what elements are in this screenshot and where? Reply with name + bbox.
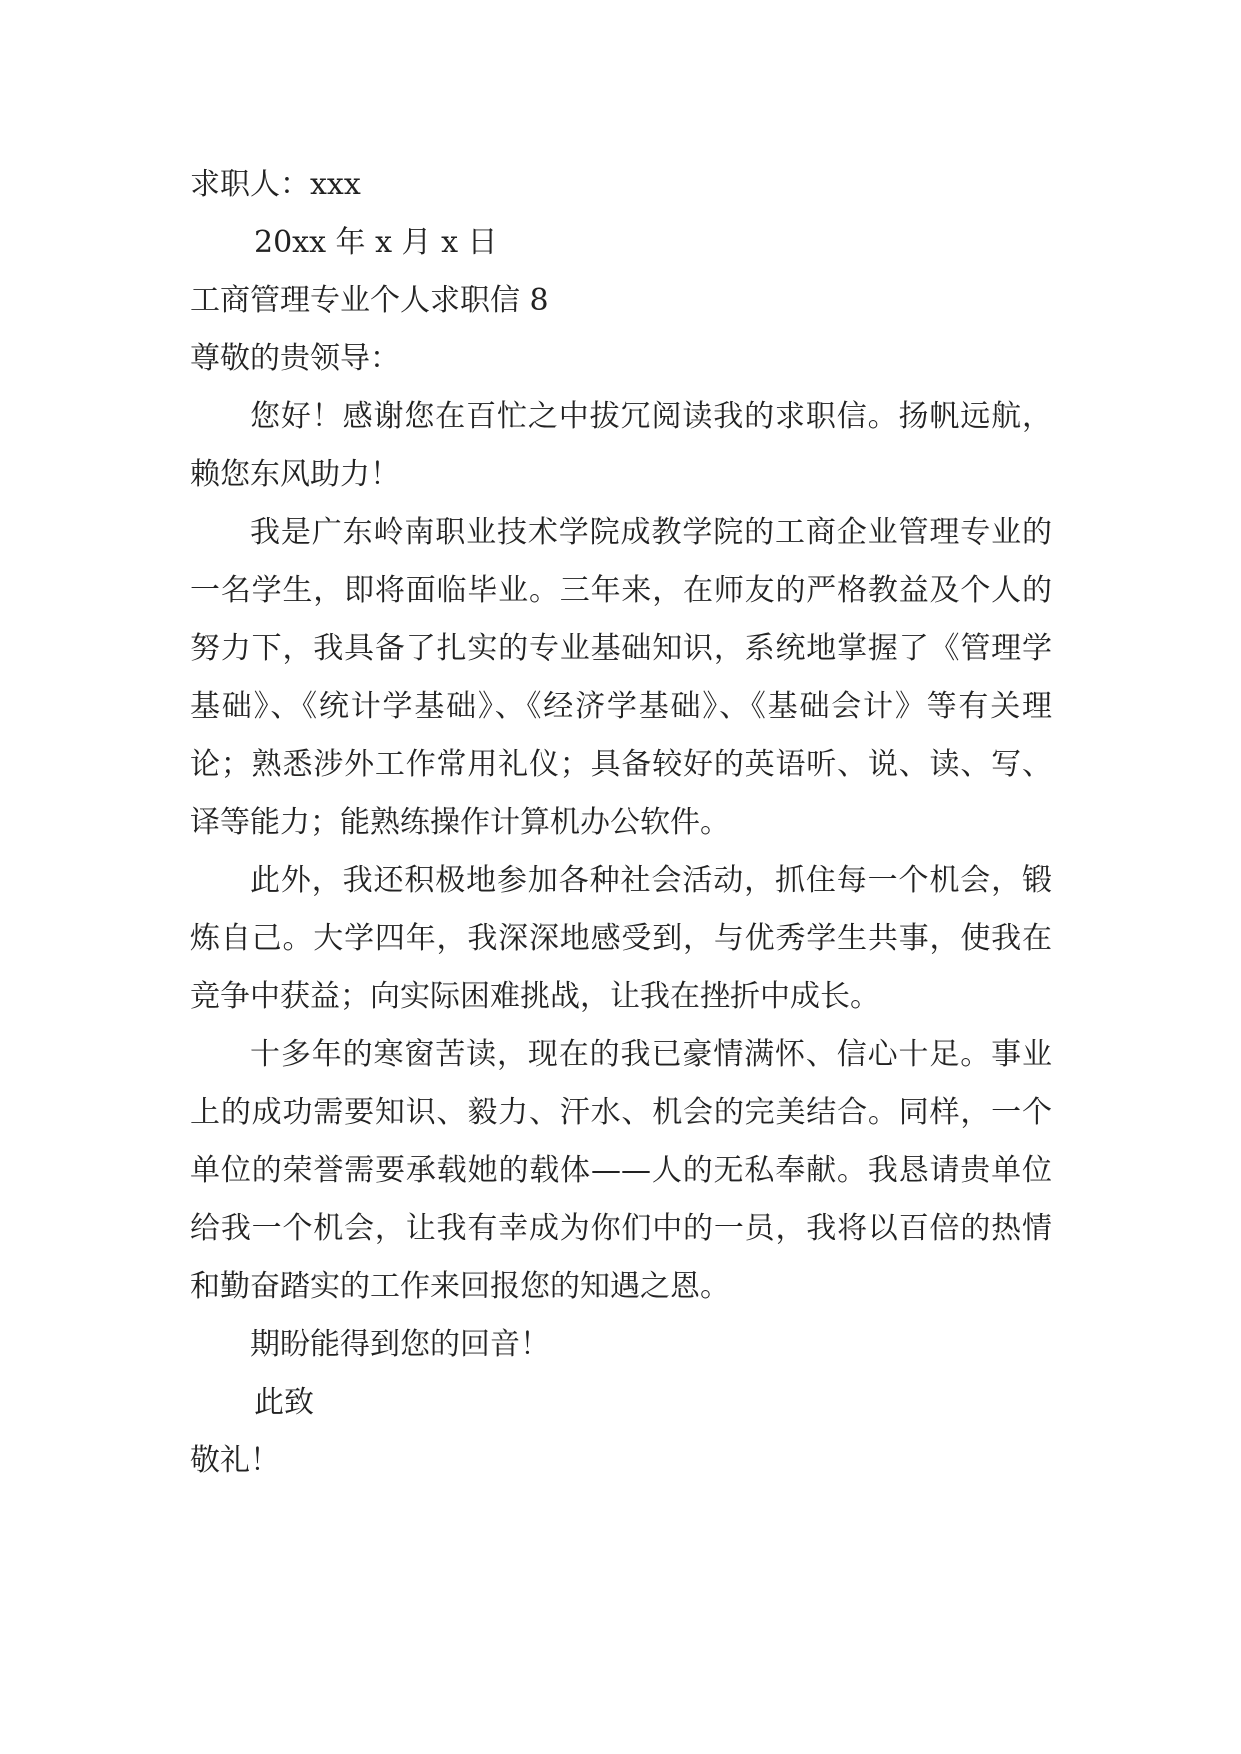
letter-title: 工商管理专业个人求职信 8 (190, 283, 549, 318)
paragraph-activities: 此外，我还积极地参加各种社会活动，抓住每一个机会，锻炼自己。大学四年，我深深地感受到，与优秀学生共事，使我在竞争中获益；向实际困难挑战，让我在挫折中成长。 (190, 863, 1052, 1014)
paragraph-request: 十多年的寒窗苦读，现在的我已豪情满怀、信心十足。事业上的成功需要知识、毅力、汗水、机会的完美结合。同样，一个单位的荣誉需要承载她的载体——人的无私奉献。我恳请贵单位给我一个机会，让我有幸成为你们中的一员，我将以百倍的热情和勤奋踏实的工作来回报您的知遇之恩。 (190, 1037, 1052, 1304)
paragraph-hope: 期盼能得到您的回音！ (250, 1327, 550, 1362)
applicant-line: 求职人：xxx (190, 167, 361, 202)
closing-line-2: 敬礼！ (190, 1443, 280, 1478)
letter-body (190, 156, 1052, 1490)
closing-line-1: 此致 (254, 1385, 314, 1420)
paragraph-background: 我是广东岭南职业技术学院成教学院的工商企业管理专业的一名学生，即将面临毕业。三年来，在师友的严格教益及个人的努力下，我具备了扎实的专业基础知识，系统地掌握了《管理学基础》、《统计学基础》、《经济学基础》、《基础会计》等有关理论；熟悉涉外工作常用礼仪；具备较好的英语听、说、读、写、译等能力；能熟练操作计算机办公软件。 (190, 515, 1052, 840)
paragraph-greeting: 您好！感谢您在百忙之中拔冗阅读我的求职信。扬帆远航，赖您东风助力！ (190, 399, 1052, 492)
salutation: 尊敬的贵领导： (190, 341, 400, 376)
date-line: 20xx 年 x 月 x 日 (254, 225, 498, 260)
